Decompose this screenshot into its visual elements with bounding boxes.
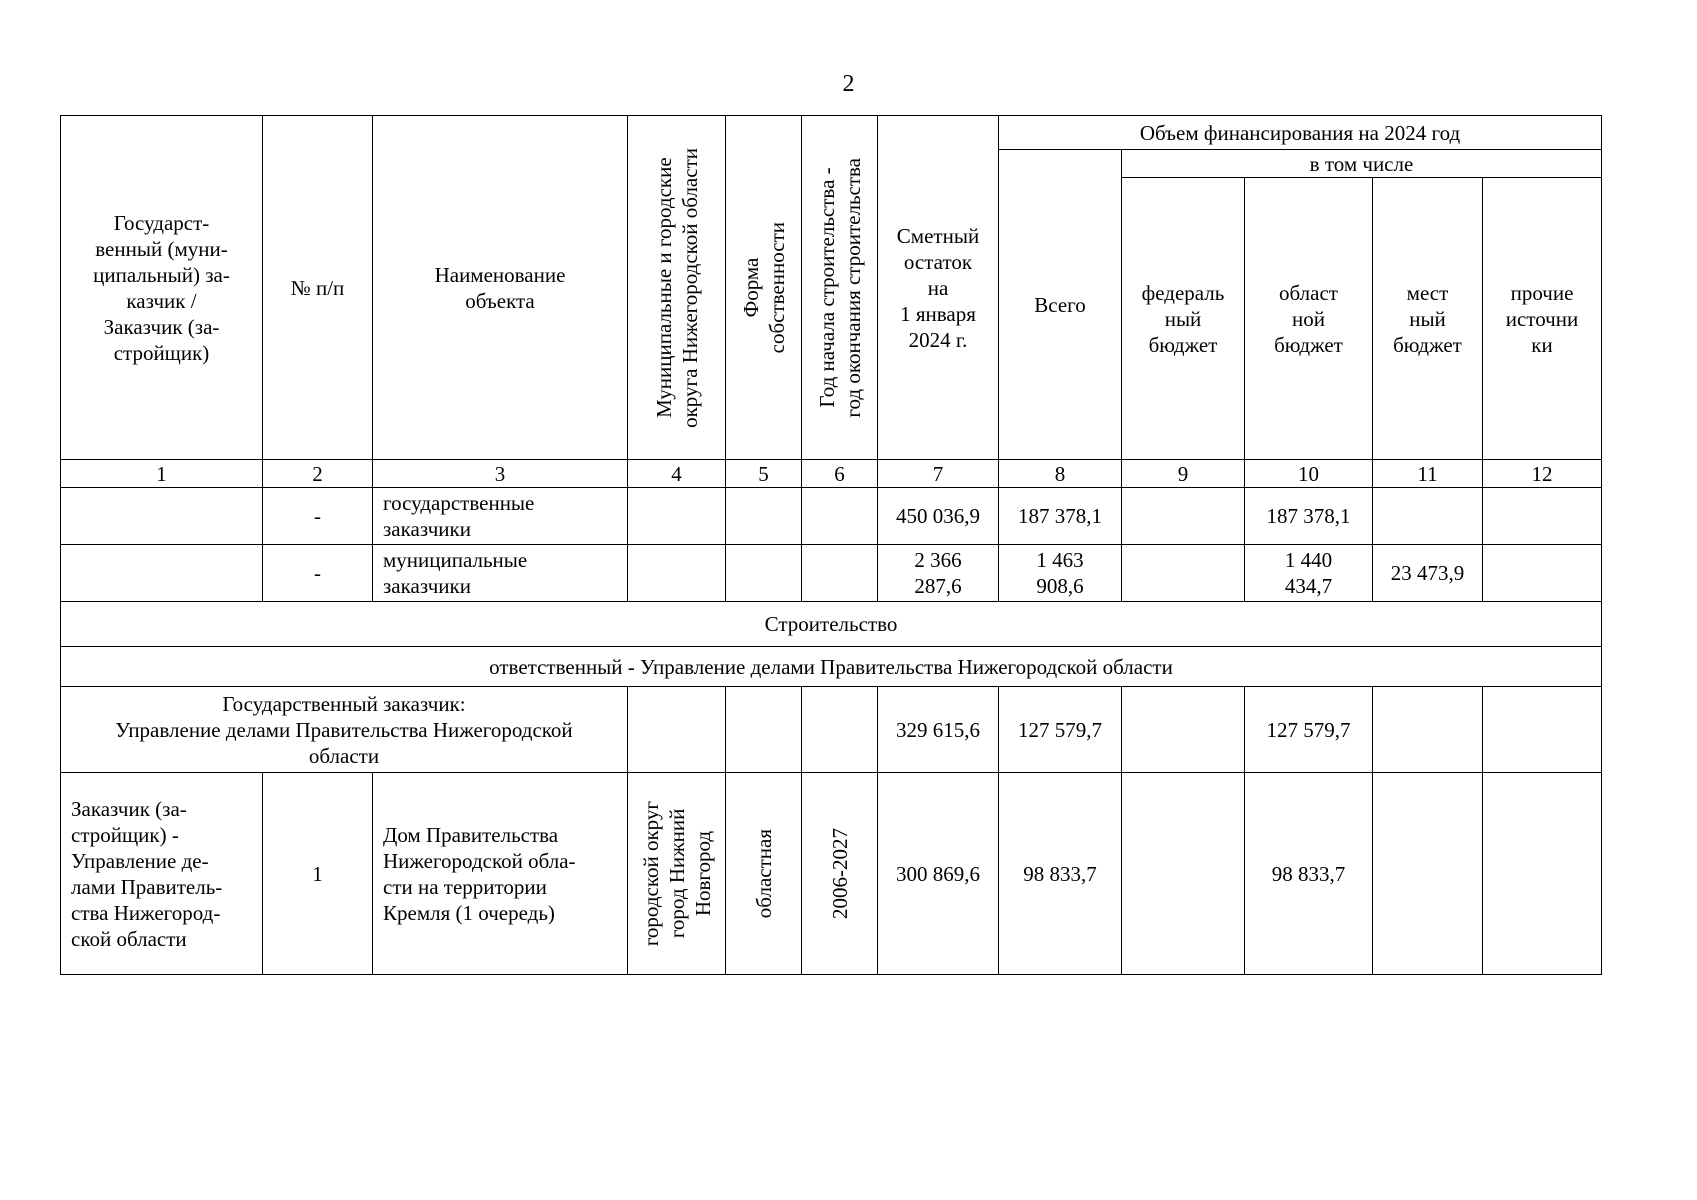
object-ownership: областная	[751, 828, 776, 919]
empty-cell	[628, 545, 726, 602]
column-number: 1	[61, 460, 263, 488]
header-federal: федераль ный бюджет	[1122, 178, 1245, 460]
empty-cell	[802, 488, 878, 545]
header-ownership-cell	[726, 116, 802, 460]
column-number: 7	[878, 460, 999, 488]
header-municipal-districts: Муниципальные и городские округа Нижегородской области	[651, 147, 702, 428]
row-local	[1373, 488, 1483, 545]
column-number: 2	[263, 460, 373, 488]
header-funding-volume: Объем финансирования на 2024 год	[999, 116, 1602, 150]
row-federal	[1122, 545, 1245, 602]
row-name: государственные заказчики	[373, 488, 628, 545]
row-other	[1483, 488, 1602, 545]
row-num: -	[263, 545, 373, 602]
object-estimate: 300 869,6	[878, 773, 999, 975]
state-customer-total: 127 579,7	[999, 687, 1122, 773]
object-district: городской округ город Нижний Новгород	[638, 800, 715, 947]
row-name: муниципальные заказчики	[373, 545, 628, 602]
row-local: 23 473,9	[1373, 545, 1483, 602]
object-customer: Заказчик (за- стройщик) - Управление де- лами Правитель- ства Нижегород- ской области	[61, 773, 263, 975]
header-total: Всего	[999, 150, 1122, 460]
header-customer: Государст- венный (муни- ципальный) за- казчик / Заказчик (за- стройщик)	[61, 116, 263, 460]
object-district-cell	[628, 773, 726, 975]
header-regional: област ной бюджет	[1245, 178, 1373, 460]
row-total: 1 463 908,6	[999, 545, 1122, 602]
object-total: 98 833,7	[999, 773, 1122, 975]
object-years-cell	[802, 773, 878, 975]
row-total: 187 378,1	[999, 488, 1122, 545]
state-customer-row	[61, 687, 1602, 773]
empty-cell	[726, 488, 802, 545]
table-row	[61, 545, 1602, 602]
column-number: 9	[1122, 460, 1245, 488]
empty-cell	[61, 488, 263, 545]
row-num: -	[263, 488, 373, 545]
header-other: прочие источни ки	[1483, 178, 1602, 460]
financing-table	[60, 115, 1602, 975]
empty-cell	[802, 687, 878, 773]
empty-cell	[1483, 773, 1602, 975]
column-number-row	[61, 460, 1602, 488]
row-federal	[1122, 488, 1245, 545]
object-row	[61, 773, 1602, 975]
row-other	[1483, 545, 1602, 602]
row-regional: 1 440 434,7	[1245, 545, 1373, 602]
responsible-row: ответственный - Управление делами Правительства Нижегородской области	[61, 647, 1602, 687]
object-regional: 98 833,7	[1245, 773, 1373, 975]
state-customer-label: Государственный заказчик: Управление делами Правительства Нижегородской области	[61, 687, 628, 773]
header-years: Год начала строительства - год окончания строительства	[814, 157, 865, 418]
page-number: 2	[842, 71, 855, 97]
header-object-name: Наименование объекта	[373, 116, 628, 460]
column-number: 4	[628, 460, 726, 488]
empty-cell	[802, 545, 878, 602]
column-number: 8	[999, 460, 1122, 488]
empty-cell	[1373, 773, 1483, 975]
table-row	[61, 488, 1602, 545]
header-years-cell	[802, 116, 878, 460]
header-including: в том числе	[1122, 150, 1602, 178]
object-num: 1	[263, 773, 373, 975]
empty-cell	[628, 687, 726, 773]
column-number: 5	[726, 460, 802, 488]
empty-cell	[1122, 773, 1245, 975]
state-customer-estimate: 329 615,6	[878, 687, 999, 773]
object-ownership-cell	[726, 773, 802, 975]
column-number: 6	[802, 460, 878, 488]
empty-cell	[726, 687, 802, 773]
header-num: № п/п	[263, 116, 373, 460]
header-estimate-balance: Сметный остаток на 1 января 2024 г.	[878, 116, 999, 460]
empty-cell	[628, 488, 726, 545]
object-name: Дом Правительства Нижегородской обла- сти на территории Кремля (1 очередь)	[373, 773, 628, 975]
column-number: 3	[373, 460, 628, 488]
row-estimate: 450 036,9	[878, 488, 999, 545]
state-customer-regional: 127 579,7	[1245, 687, 1373, 773]
empty-cell	[1122, 687, 1245, 773]
column-number: 11	[1373, 460, 1483, 488]
row-estimate: 2 366 287,6	[878, 545, 999, 602]
empty-cell	[726, 545, 802, 602]
column-number: 12	[1483, 460, 1602, 488]
empty-cell	[1483, 687, 1602, 773]
column-number: 10	[1245, 460, 1373, 488]
empty-cell	[61, 545, 263, 602]
row-regional: 187 378,1	[1245, 488, 1373, 545]
header-municipal-districts-cell	[628, 116, 726, 460]
header-local: мест ный бюджет	[1373, 178, 1483, 460]
header-ownership: Форма собственности	[738, 221, 789, 354]
object-years: 2006-2027	[827, 828, 852, 919]
section-title: Строительство	[61, 602, 1602, 647]
empty-cell	[1373, 687, 1483, 773]
